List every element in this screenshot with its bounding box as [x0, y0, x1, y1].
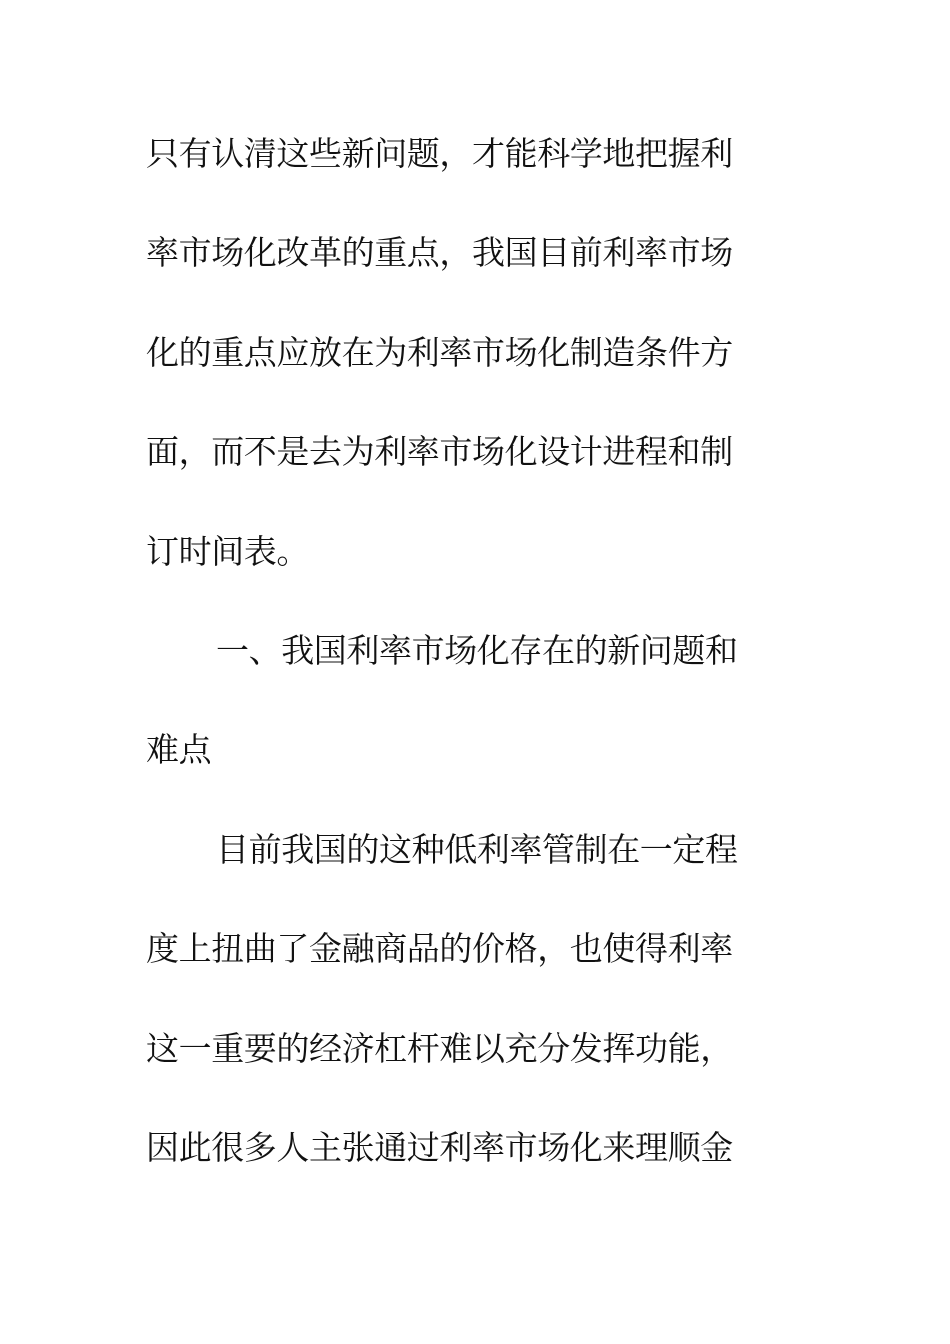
text-line: 这一重要的经济杠杆难以充分发挥功能， — [146, 1028, 733, 1068]
text-line: 化的重点应放在为利率市场化制造条件方 — [146, 332, 733, 372]
text-line: 面，而不是去为利率市场化设计进程和制 — [146, 432, 733, 472]
section-heading: 一、我国利率市场化存在的新问题和 — [216, 630, 738, 670]
text-line: 只有认清这些新问题，才能科学地把握利 — [146, 134, 733, 173]
text-line: 度上扭曲了金融商品的价格，也使得利率 — [146, 929, 733, 969]
text-line: 订时间表。 — [146, 531, 310, 571]
text-line: 因此很多人主张通过利率市场化来理顺金 — [146, 1127, 733, 1167]
body-text — [146, 127, 786, 1220]
text-line: 率市场化改革的重点，我国目前利率市场 — [146, 233, 733, 273]
paragraph-start: 目前我国的这种低利率管制在一定程 — [216, 829, 738, 869]
section-heading-continued: 难点 — [146, 730, 212, 770]
